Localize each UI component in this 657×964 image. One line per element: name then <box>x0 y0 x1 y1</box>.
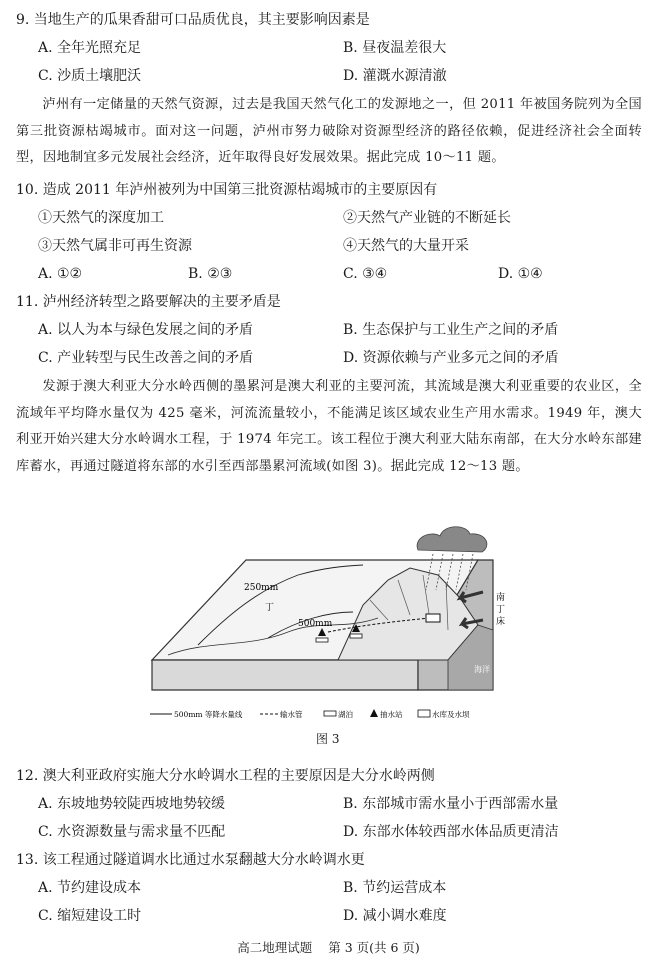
q9-stem: 9. 当地生产的瓜果香甜可口品质优良，其主要影响因素是 <box>16 12 370 28</box>
legend-lake-swatch <box>324 711 336 716</box>
sea-label: 海洋 <box>474 665 490 674</box>
q13-option-a: A. 节约建设成本 <box>38 880 142 896</box>
lake-icon <box>350 634 362 638</box>
isohyet-250-label: 250mm <box>244 583 279 593</box>
q11-option-b: B. 生态保护与工业生产之间的矛盾 <box>343 322 559 338</box>
q11-option-d: D. 资源依赖与产业多元之间的矛盾 <box>343 350 559 366</box>
q12-option-a: A. 东坡地势较陡西坡地势较缓 <box>38 796 226 812</box>
q10-item-1: ①天然气的深度加工 <box>38 210 164 226</box>
q13-stem: 13. 该工程通过隧道调水比通过水泵翻越大分水岭调水更 <box>16 852 365 868</box>
q10-option-b: B. ②③ <box>188 266 233 282</box>
q12-option-d: D. 东部水体较西部水体品质更清洁 <box>343 824 559 840</box>
legend-pump: 抽水站 <box>380 710 403 719</box>
river-label: 丁 <box>265 603 275 613</box>
passage-murray: 发源于澳大利亚大分水岭西侧的墨累河是澳大利亚的主要河流，其流域是澳大利亚重要的农业区，全流域年平均降水量仅为 425 毫米，河流流量较小，不能满足该区域农业生产用水需求。1949 年，澳大利亚开始兴建大分水岭调水工程，于 1974 年完工。该工程位于澳大利亚大陆东南部，在大分水岭东部建库蓄水，再通过隧道将东部的水引至西部墨累河流域(如图 3)。据此完成 12～13 题。 <box>16 379 642 474</box>
q9-option-b: B. 昼夜温差很大 <box>343 40 447 56</box>
legend-lake: 湖泊 <box>338 710 353 719</box>
right-label-2: 丁 <box>496 605 506 615</box>
q12-option-c: C. 水资源数量与需求量不匹配 <box>38 824 226 840</box>
q12-option-b: B. 东部城市需水量小于西部需水量 <box>343 796 559 812</box>
cloud-icon <box>417 527 487 552</box>
legend-reservoir: 水库及水坝 <box>432 710 470 719</box>
figure-caption: 图 3 <box>316 732 340 746</box>
q13-option-c: C. 缩短建设工时 <box>38 908 142 924</box>
right-label-3: 床 <box>496 617 506 627</box>
q11-option-c: C. 产业转型与民生改善之间的矛盾 <box>38 350 254 366</box>
legend-reservoir-swatch <box>418 710 430 717</box>
footer-subject: 高二地理试题 <box>237 940 313 955</box>
page-footer <box>0 938 657 956</box>
q11-option-a: A. 以人为本与绿色发展之间的矛盾 <box>38 322 254 338</box>
lake-icon <box>316 638 328 642</box>
q10-stem: 10. 造成 2011 年泸州被列为中国第三批资源枯竭城市的主要原因有 <box>16 182 438 198</box>
q11-stem: 11. 泸州经济转型之路要解决的主要矛盾是 <box>16 294 281 310</box>
q10-item-3: ③天然气属非可再生资源 <box>38 238 192 254</box>
legend-pump-swatch <box>370 709 378 717</box>
terrain-front <box>152 660 418 690</box>
footer-page-number: 第 3 页(共 6 页) <box>328 940 420 955</box>
legend-pipe: 输水管 <box>280 710 303 719</box>
q10-item-2: ②天然气产业链的不断延长 <box>343 210 511 226</box>
right-label-1: 南 <box>496 593 506 603</box>
q10-option-d: D. ①④ <box>498 266 543 282</box>
q13-option-b: B. 节约运营成本 <box>343 880 447 896</box>
legend-isohyet: 500mm 等降水量线 <box>174 710 243 719</box>
q13-option-d: D. 减小调水难度 <box>343 908 447 924</box>
isohyet-500-label: 500mm <box>298 619 333 629</box>
q10-option-a: A. ①② <box>38 266 83 282</box>
q10-item-4: ④天然气的大量开采 <box>343 238 469 254</box>
q9-option-d: D. 灌溉水源清澈 <box>343 68 447 84</box>
passage-luzhou: 泸州有一定储量的天然气资源，过去是我国天然气化工的发源地之一，但 2011 年被国务院列为全国第三批资源枯竭城市。面对这一问题，泸州市努力破除对资源型经济的路径依赖，促进经济社会全面转型，因地制宜多元发展社会经济，近年取得良好发展效果。据此完成 10～11 题。 <box>16 97 642 165</box>
figure-3-diagram <box>148 520 520 730</box>
q9-option-c: C. 沙质土壤肥沃 <box>38 68 142 84</box>
q12-stem: 12. 澳大利亚政府实施大分水岭调水工程的主要原因是大分水岭两侧 <box>16 768 435 784</box>
reservoir-dam-icon <box>426 614 440 622</box>
q10-option-c: C. ③④ <box>343 266 388 282</box>
q9-option-a: A. 全年光照充足 <box>38 40 142 56</box>
